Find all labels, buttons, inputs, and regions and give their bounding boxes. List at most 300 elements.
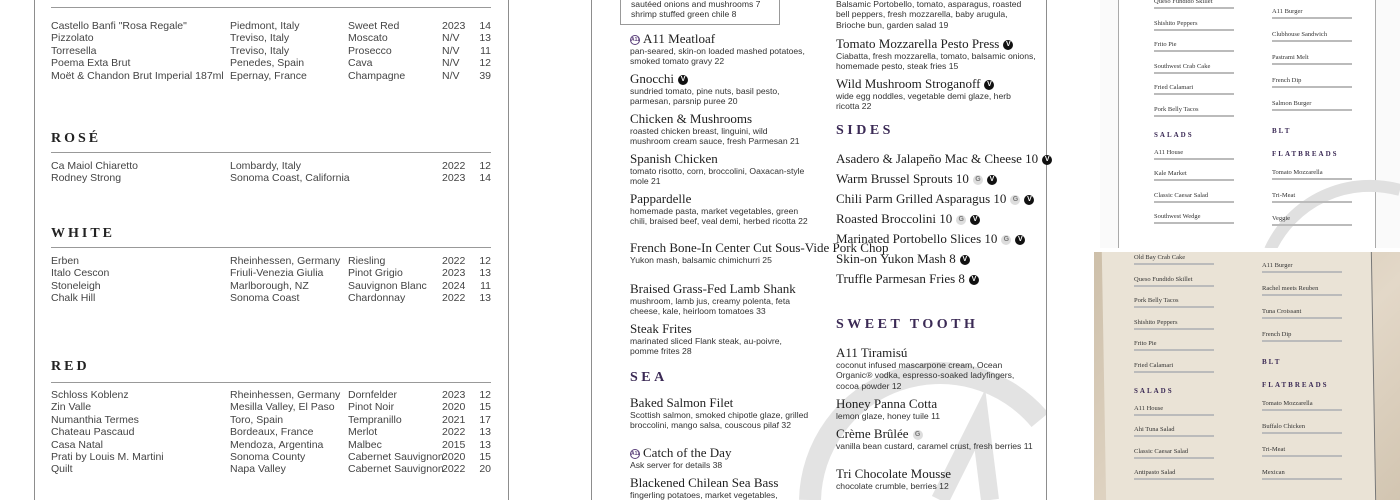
side-item <box>836 251 970 267</box>
item-name: Tri Chocolate Mousse <box>836 466 952 481</box>
photo-item-desc <box>1134 478 1214 480</box>
wine-varietal: Dornfelder <box>348 389 398 401</box>
item-title <box>836 37 1036 50</box>
wine-row <box>51 389 491 402</box>
wine-row <box>51 292 491 305</box>
photo-item-desc <box>1134 457 1214 459</box>
item-name: Blackened Chilean Sea Bass <box>630 475 779 490</box>
wine-varietal: Sauvignon Blanc <box>348 279 427 292</box>
wine-row <box>51 426 491 439</box>
photo-item-name: SALADS <box>1134 387 1174 395</box>
wine-row <box>51 172 491 185</box>
side-item <box>836 171 997 187</box>
wine-region: Penedes, Spain <box>230 57 305 70</box>
item-name: Crème Brûlée <box>836 426 909 441</box>
wine-name: Zin Valle <box>51 401 92 414</box>
wine-region: Treviso, Italy <box>230 44 290 57</box>
wine-varietal: Merlot <box>348 426 378 439</box>
item-desc: lemon glaze, honey tuile 11 <box>836 411 940 421</box>
photo-item-desc <box>1134 349 1214 351</box>
wine-price: 39 <box>479 69 491 82</box>
photo-item <box>1154 0 1234 9</box>
item-title <box>836 77 1036 90</box>
photo-section-title <box>1154 131 1194 139</box>
wine-name: Italo Cescon <box>51 267 110 280</box>
photo-item <box>1262 331 1342 342</box>
photo-item-name: Pork Belly Tacos <box>1154 105 1199 113</box>
wine-vintage: 2023 <box>442 267 466 280</box>
item-name: Spanish Chicken <box>630 151 718 166</box>
photo-item-name: French Dip <box>1272 77 1302 84</box>
wine-vintage: 2020 <box>442 401 466 414</box>
photo-item <box>1154 41 1234 52</box>
item-desc: mushroom, lamb jus, creamy polenta, feta cheese, kale, heirloom tomatoes 33 <box>630 296 791 317</box>
photo-item-desc <box>1134 414 1214 416</box>
photo-item-name: Fried Calamari <box>1154 84 1194 91</box>
photo-item-name: French Dip <box>1262 331 1292 338</box>
wine-varietal: Cabernet Sauvignon <box>348 463 444 476</box>
wine-row <box>51 414 491 427</box>
item-desc: marinated sliced Flank steak, au-poivre, pomme frites 28 <box>630 336 782 357</box>
wine-section-title: WHITE <box>51 226 116 241</box>
wine-region: Sonoma Coast <box>230 292 300 305</box>
item-title <box>630 240 889 255</box>
photo-item-desc <box>1262 317 1342 319</box>
wine-region: Bordeaux, France <box>230 426 314 439</box>
photo-item-name: Kale Market <box>1154 170 1187 177</box>
menu-photo-bottom <box>1094 252 1400 500</box>
wine-name: Ca Maiol Chiaretto <box>51 160 138 172</box>
wine-row <box>51 160 491 173</box>
gluten-free-icon: G <box>973 175 983 185</box>
vegetarian-icon: V <box>1003 40 1013 50</box>
photo-item-name: Veggie <box>1272 215 1291 222</box>
wine-name: Numanthia Termes <box>51 413 139 426</box>
photo-item-name: Shishito Peppers <box>1134 318 1178 326</box>
wine-varietal: Pinot Noir <box>348 401 395 414</box>
gluten-free-icon: G <box>1001 235 1011 245</box>
menu-item <box>630 192 810 227</box>
photo-item-name: Tri-Meat <box>1262 446 1286 453</box>
photo-item <box>1154 106 1234 117</box>
wine-varietal: Sweet Red <box>348 20 400 32</box>
photo-item-name: Classic Caesar Salad <box>1134 447 1189 455</box>
item-name: French Bone-In Center Cut Sous-Vide Pork Chop <box>630 240 889 255</box>
wine-row <box>51 32 491 45</box>
gluten-free-icon: G <box>1010 195 1020 205</box>
photo-item-desc <box>1262 340 1342 342</box>
photo-item-name: Tomato Mozzarella <box>1262 400 1313 407</box>
photo-item-desc <box>1272 40 1352 42</box>
wine-row <box>51 20 491 33</box>
photo-item-desc <box>1272 109 1352 111</box>
wine-vintage: N/V <box>442 69 460 82</box>
vegetarian-icon: V <box>1042 155 1052 165</box>
section-title-sea: SEA <box>630 370 668 385</box>
photo-item-name: Shishito Peppers <box>1154 19 1198 27</box>
wine-region: Friuli-Venezia Giulia <box>230 267 324 280</box>
wine-name: Moët & Chandon Brut Imperial 187ml <box>51 69 224 82</box>
photo-item-name: Pastrami Melt <box>1272 54 1309 61</box>
photo-item-name: Southwest Crab Cake <box>1154 62 1211 70</box>
photo-item <box>1262 469 1342 480</box>
wine-price: 13 <box>479 438 491 451</box>
photo-item-name: BLT <box>1262 358 1282 366</box>
photo-item <box>1134 319 1214 330</box>
gluten-free-icon: G <box>956 215 966 225</box>
photo-item <box>1154 192 1234 203</box>
menu-item <box>630 282 810 317</box>
wine-row <box>51 463 491 476</box>
photo-item-desc <box>1262 271 1342 273</box>
wine-region: Treviso, Italy <box>230 32 290 45</box>
photo-item-desc <box>1134 263 1214 265</box>
wine-row <box>51 280 491 293</box>
wine-region: Epernay, France <box>230 69 307 82</box>
photo-item-name: FLATBREADS <box>1272 150 1339 158</box>
photo-item <box>1154 170 1234 181</box>
item-name: Chili Parm Grilled Asparagus 10 <box>836 191 1007 206</box>
menu-item <box>836 397 1036 421</box>
wine-row <box>51 57 491 70</box>
wine-row <box>51 401 491 414</box>
wine-varietal: Tempranillo <box>348 413 402 426</box>
photo-item-desc <box>1154 222 1234 224</box>
wine-vintage: 2021 <box>442 413 466 426</box>
wine-varietal: Cabernet Sauvignon <box>348 451 444 463</box>
featured-desc: sautéed onions and mushrooms 7 <box>631 0 761 9</box>
photo-item <box>1262 285 1342 296</box>
photo-item <box>1134 254 1214 265</box>
wine-name: Prati by Louis M. Martini <box>51 451 164 463</box>
photo-item-desc <box>1154 158 1234 160</box>
menu-item <box>836 427 1036 451</box>
photo-item <box>1272 100 1352 111</box>
item-name: Skin-on Yukon Mash 8 <box>836 251 956 266</box>
featured-desc: shrimp stuffed green chile 8 <box>631 9 737 20</box>
photo-item-desc <box>1134 285 1214 287</box>
menu-item <box>630 396 810 431</box>
wine-vintage: N/V <box>442 57 460 70</box>
wine-varietal: Chardonnay <box>348 292 406 305</box>
wine-vintage: 2015 <box>442 438 466 451</box>
photo-item <box>1134 276 1214 287</box>
menu-item <box>630 240 889 265</box>
item-desc: pan-seared, skin-on loaded mashed potatoes, smoked tomato gravy 22 <box>630 46 805 67</box>
wine-vintage: 2022 <box>442 292 466 305</box>
side-item <box>836 231 1025 247</box>
wine-row <box>51 267 491 280</box>
photo-item <box>1262 446 1342 457</box>
menu-item <box>630 112 810 147</box>
photo-item-name: BLT <box>1272 127 1292 135</box>
wine-row <box>51 45 491 58</box>
item-name: Honey Panna Cotta <box>836 396 938 411</box>
photo-item-name: Frito Pie <box>1154 41 1177 48</box>
vegetarian-icon: V <box>984 80 994 90</box>
photo-item-desc <box>1154 50 1234 52</box>
photo-item-desc <box>1262 455 1342 457</box>
section-rule <box>51 7 491 8</box>
wine-varietal: Prosecco <box>348 44 392 57</box>
wine-name: Chalk Hill <box>51 292 96 305</box>
wine-price: 12 <box>479 160 491 172</box>
item-title <box>630 396 810 409</box>
photo-item-desc <box>1154 179 1234 181</box>
wine-price: 15 <box>479 451 491 463</box>
item-desc: wide egg noddles, vegetable demi glaze, herb ricotta 22 <box>836 91 1011 112</box>
section-rule <box>51 247 491 248</box>
item-title <box>630 32 810 45</box>
photo-item-name: Queso Fundido Skillet <box>1134 275 1193 283</box>
wine-price: 11 <box>480 44 491 57</box>
item-desc: Ask server for details 38 <box>630 460 723 471</box>
item-desc: homemade pasta, market vegetables, green chili, braised beef, veal demi, herbed ricotta 22 <box>630 206 808 227</box>
side-item <box>836 151 1052 167</box>
vegetarian-icon: V <box>960 255 970 265</box>
photo-item-desc <box>1262 478 1342 480</box>
menu-item <box>630 72 810 107</box>
item-name: Marinated Portobello Slices 10 <box>836 231 998 246</box>
panel-border <box>508 0 509 500</box>
item-desc: Scottish salmon, smoked chipotle glaze, grilled broccolini, mango salsa, couscous pilaf 32 <box>630 410 809 431</box>
section-title-sweet-tooth: SWEET TOOTH <box>836 317 979 332</box>
side-item <box>836 271 979 287</box>
item-name: Asadero & Jalapeño Mac & Cheese 10 <box>836 151 1039 166</box>
photo-item <box>1154 149 1234 160</box>
wine-vintage: 2022 <box>442 463 466 476</box>
photo-item <box>1272 31 1352 42</box>
wine-varietal: Malbec <box>348 438 382 451</box>
wine-varietal: Moscato <box>348 32 388 45</box>
item-desc: vanilla bean custard, caramel crust, fresh berries 11 <box>836 441 1033 452</box>
vegetarian-icon: V <box>987 175 997 185</box>
item-name: Chicken & Mushrooms <box>630 111 753 126</box>
wine-region: Lombardy, Italy <box>230 160 302 172</box>
wine-region: Piedmont, Italy <box>230 20 300 32</box>
wine-name: Poema Exta Brut <box>51 57 131 70</box>
wine-section-title: RED <box>51 359 90 374</box>
item-title <box>630 282 810 295</box>
photo-item <box>1262 423 1342 434</box>
item-name: Wild Mushroom Stroganoff <box>836 76 981 91</box>
item-desc: fingerling potatoes, market vegetables, <box>630 490 778 500</box>
menu-item <box>630 446 810 470</box>
menu-item <box>836 77 1036 112</box>
photo-item-desc <box>1272 17 1352 19</box>
photo-item-name: Buffalo Chicken <box>1262 423 1306 430</box>
photo-item-desc <box>1154 7 1234 9</box>
photo-item-name: Rachel meets Reuben <box>1262 285 1319 292</box>
wine-section-title: ROSÉ <box>51 131 102 146</box>
item-title <box>630 446 810 459</box>
menu-border <box>591 0 592 500</box>
item-name: Baked Salmon Filet <box>630 395 734 410</box>
photo-section-title <box>1272 150 1339 158</box>
item-desc: Ciabatta, fresh mozzarella, tomato, balsamic onions, homemade pesto, steak fries 15 <box>836 51 1036 72</box>
wine-name: Casa Natal <box>51 438 103 451</box>
wine-row <box>51 255 491 268</box>
vegetarian-icon: V <box>678 75 688 85</box>
item-desc: coconut infused mascarpone cream, Ocean Organic® vodka, espresso-soaked ladyfingers, cocoa powder 12 <box>836 360 1015 391</box>
wine-name: Quilt <box>51 463 73 476</box>
wine-vintage: N/V <box>442 44 460 57</box>
wine-name: Castello Banfi "Rosa Regale" <box>51 20 187 32</box>
photo-item-desc <box>1154 72 1234 74</box>
vegetarian-icon: V <box>1015 235 1025 245</box>
photo-item-name: A11 Burger <box>1262 262 1293 269</box>
wine-price: 14 <box>479 20 491 32</box>
photo-item <box>1134 469 1214 480</box>
panel-border <box>34 0 35 500</box>
wine-name: Torresella <box>51 44 97 57</box>
photo-item-desc <box>1272 201 1352 203</box>
menu-item <box>630 32 810 67</box>
wine-varietal: Pinot Grigio <box>348 267 403 280</box>
photo-item <box>1134 362 1214 373</box>
photo-item-name: Fried Calamari <box>1134 361 1174 369</box>
wine-name: Erben <box>51 255 80 267</box>
wine-region: Napa Valley <box>230 463 286 476</box>
wine-price: 14 <box>479 172 491 185</box>
photo-item <box>1272 169 1352 180</box>
menu-item <box>836 346 1036 391</box>
section-title-sides: SIDES <box>836 123 894 138</box>
wine-vintage: 2022 <box>442 255 466 267</box>
photo-section-title <box>1134 387 1174 395</box>
wine-price: 15 <box>479 401 491 414</box>
featured-box <box>620 0 780 25</box>
photo-item <box>1272 54 1352 65</box>
item-title <box>836 397 1036 410</box>
item-name: Steak Frites <box>630 321 692 336</box>
item-title <box>630 322 810 335</box>
photo-item <box>1134 426 1214 437</box>
item-name: A11 Tiramisú <box>836 345 908 360</box>
menu-item <box>630 476 810 500</box>
item-name: Gnocchi <box>630 71 675 86</box>
photo-item-desc <box>1154 115 1234 117</box>
wine-price: 12 <box>479 389 491 401</box>
photo-item-desc <box>1262 409 1342 411</box>
photo-section-title <box>1262 381 1329 389</box>
item-name: Catch of the Day <box>643 445 732 460</box>
photo-item-name: Clubhouse Sandwich <box>1272 31 1328 38</box>
wine-vintage: 2020 <box>442 451 466 463</box>
photo-item-name: Pork Belly Tacos <box>1134 297 1179 304</box>
menu-item <box>630 152 810 187</box>
wine-name: Pizzolato <box>51 32 94 45</box>
photo-item <box>1272 8 1352 19</box>
side-item <box>836 191 1034 207</box>
item-name: Pappardelle <box>630 191 692 206</box>
item-title <box>630 476 810 489</box>
photo-section-title <box>1272 127 1291 135</box>
photo-item-desc <box>1262 294 1342 296</box>
wine-varietal: Riesling <box>348 255 386 267</box>
side-item <box>836 211 980 227</box>
photo-item-name: A11 House <box>1134 404 1164 412</box>
item-desc: chocolate crumble, berries 12 <box>836 481 949 491</box>
wine-name: Chateau Pascaud <box>51 426 135 439</box>
photo-item-desc <box>1134 306 1214 308</box>
item-desc: roasted chicken breast, linguini, wild mushroom cream sauce, fresh Parmesan 21 <box>630 126 800 147</box>
item-desc: sundried tomato, pine nuts, basil pesto, parmesan, parsnip puree 20 <box>630 86 780 107</box>
item-desc: Yukon mash, balsamic chimichurri 25 <box>630 255 772 265</box>
photo-item-name: Mexican <box>1262 469 1285 476</box>
menu-item <box>836 467 1036 491</box>
photo-item <box>1272 77 1352 88</box>
menu-item <box>836 37 1036 72</box>
photo-item-name: Ahi Tuna Salad <box>1134 426 1175 433</box>
photo-item <box>1134 340 1214 351</box>
menu-border <box>1046 0 1047 500</box>
wine-price: 12 <box>479 57 491 70</box>
photo-item-name: Frito Pie <box>1134 340 1157 347</box>
wine-region: Sonoma County <box>230 451 306 463</box>
photo-item-desc <box>1272 63 1352 65</box>
photo-item <box>1154 63 1234 74</box>
photo-item <box>1272 215 1352 226</box>
wine-vintage: 2023 <box>442 20 466 32</box>
vegetarian-icon: V <box>969 275 979 285</box>
photo-item-desc <box>1134 328 1214 330</box>
wine-price: 13 <box>479 426 491 439</box>
photo-item-name: Antipasto Salad <box>1134 469 1176 476</box>
wine-vintage: N/V <box>442 32 460 45</box>
wine-name: Rodney Strong <box>51 172 122 185</box>
wine-vintage: 2023 <box>442 389 466 401</box>
photo-item <box>1262 308 1342 319</box>
photo-item <box>1154 213 1234 224</box>
wine-price: 12 <box>479 255 491 267</box>
wine-row <box>51 451 491 464</box>
vegetarian-icon: V <box>1024 195 1034 205</box>
item-name: Roasted Broccolini 10 <box>836 211 953 226</box>
item-title <box>836 467 1036 480</box>
item-title <box>836 346 1036 359</box>
item-desc: Balsamic Portobello, tomato, asparagus, roasted bell peppers, fresh mozzarella, baby arugula, Brioche bun, garden salad 19 <box>836 0 1022 30</box>
section-rule <box>51 152 491 153</box>
wine-price: 13 <box>479 292 491 305</box>
menu-item <box>630 322 810 357</box>
item-title <box>630 72 810 85</box>
photo-item <box>1134 297 1214 308</box>
wine-region: Sonoma Coast, California <box>230 172 350 185</box>
wine-price: 20 <box>479 463 491 476</box>
photo-item-name: A11 House <box>1154 148 1184 156</box>
photo-item-desc <box>1262 432 1342 434</box>
photo-item-name: Southwest Wedge <box>1154 213 1201 220</box>
wine-row <box>51 439 491 452</box>
wine-vintage: 2022 <box>442 426 466 439</box>
photo-item-desc <box>1154 201 1234 203</box>
item-name: Braised Grass-Fed Lamb Shank <box>630 281 796 296</box>
item-name: Truffle Parmesan Fries 8 <box>836 271 965 286</box>
wine-region: Rheinhessen, Germany <box>230 255 341 267</box>
wine-price: 17 <box>479 413 491 426</box>
wine-varietal: Cava <box>348 57 373 70</box>
wine-vintage: 2024 <box>442 279 466 292</box>
wine-name: Schloss Koblenz <box>51 389 129 401</box>
item-title <box>630 112 810 125</box>
photo-item <box>1134 448 1214 459</box>
photo-item-desc <box>1154 29 1234 31</box>
wine-region: Rheinhessen, Germany <box>230 389 341 401</box>
wine-region: Mendoza, Argentina <box>230 438 324 451</box>
menu-photo-top <box>1100 0 1400 248</box>
photo-item-desc <box>1134 371 1214 373</box>
